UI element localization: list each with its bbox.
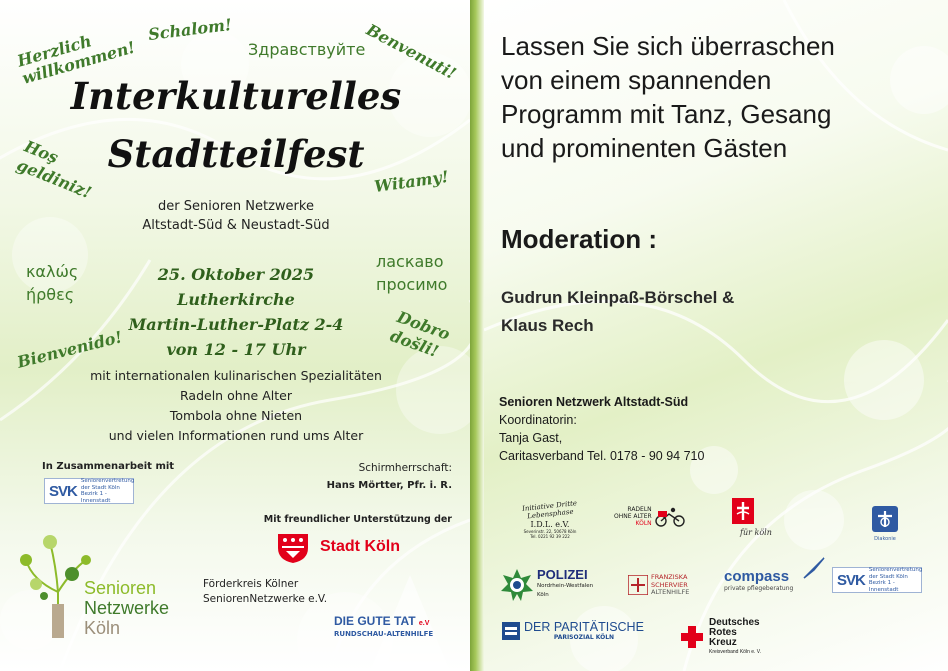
stadt-koeln-text: Stadt Köln	[320, 538, 400, 555]
franziska-line2: SCHERVIER	[651, 580, 688, 589]
intro-line: Programm mit Tanz, Gesang	[501, 99, 832, 129]
patronage-label: Schirmherrschaft:	[358, 462, 452, 474]
fold-spine	[470, 0, 484, 671]
paritaetische-icon	[502, 622, 520, 640]
caritas-sub: für köln	[740, 528, 772, 537]
right-panel	[484, 0, 948, 671]
compass-arrow-icon	[802, 556, 826, 580]
compass-sub: private pflegeberatung	[724, 585, 794, 592]
intro-line: Lassen Sie sich überraschen	[501, 31, 835, 61]
greeting-bienvenido: Bienvenido!	[15, 327, 125, 372]
subtitle-line2: Altstadt-Süd & Neustadt-Süd	[142, 218, 330, 233]
caritas-flame-icon	[732, 498, 754, 524]
radeln-line3: KÖLN	[635, 520, 652, 527]
gute-tat-name: DIE GUTE TAT	[334, 614, 416, 628]
svk-logo-right	[832, 567, 922, 593]
intro-line: und prominenten Gästen	[501, 133, 788, 163]
feature-item: und vielen Informationen rund ums Alter	[108, 428, 364, 443]
greeting-laskavo: ласкаво просимо	[376, 252, 448, 294]
polizei-name: POLIZEI	[537, 567, 588, 582]
drk-line2: Rotes	[709, 627, 737, 638]
netzwerke-line1: Senioren	[84, 578, 157, 598]
contact-org: Senioren Netzwerk Altstadt-Süd	[499, 395, 689, 409]
greeting-dobro: Dobro došli!	[387, 307, 453, 362]
radeln-line1: RADELN	[627, 506, 652, 513]
paritaetische-name: DER PARITÄTISCHE	[524, 620, 644, 634]
svk-text	[81, 478, 134, 504]
polizei-logo	[500, 568, 593, 602]
foerderkreis-line1: Förderkreis Kölner	[203, 578, 299, 590]
svk-line3: Bezirk 1 - Innenstadt	[80, 491, 111, 504]
title-line1: Interkulturelles	[70, 74, 402, 118]
caritas-logo	[732, 498, 772, 537]
event-date: 25. Oktober 2025	[157, 265, 315, 284]
greeting-herzlich: Herzlich willkommen!	[15, 31, 138, 88]
support-label: Mit freundlicher Unterstützung der	[263, 514, 452, 525]
contact-name: Tanja Gast,	[499, 431, 563, 445]
netzwerke-tree-icon	[12, 530, 94, 642]
idl-street: Severinstr. 22, 50678 Köln	[523, 529, 577, 534]
diakonie-logo	[870, 506, 900, 542]
drk-line3: Kreuz	[709, 637, 737, 648]
contact-role: Koordinatorin:	[499, 413, 577, 427]
netzwerke-line2: Netzwerke	[84, 598, 170, 618]
subtitle-line1: der Senioren Netzwerke	[158, 199, 314, 214]
greeting-hos: Hoş geldiniz!	[14, 136, 95, 203]
feature-item: Tombola ohne Nieten	[169, 408, 303, 423]
paritaetische-logo	[502, 620, 644, 641]
title-line2: Stadtteilfest	[107, 132, 365, 176]
intro-line: von einem spannenden	[501, 65, 772, 95]
idl-tel: Tel. 0221 92 39 222	[530, 534, 570, 539]
svk-line1: Seniorenvertretung	[80, 478, 135, 484]
gute-tat-logo	[334, 614, 452, 638]
netzwerke-line3: Köln	[84, 618, 121, 638]
svk-line3: Bezirk 1 - Innenstadt	[868, 580, 899, 593]
svk-line2: der Stadt Köln	[868, 573, 908, 580]
diakonie-icon	[872, 506, 898, 532]
feature-item: mit internationalen kulinarischen Spezialitäten	[90, 368, 382, 383]
greeting-kalos: καλώς ήρθες	[26, 262, 79, 304]
greeting-witamy: Witamy!	[373, 166, 450, 197]
diakonie-name: Diakonie	[874, 536, 896, 542]
schervier-cross-icon	[628, 575, 648, 595]
idl-name: I.D.L. e.V.	[530, 520, 570, 529]
greeting-schalom: Schalom!	[147, 14, 233, 45]
moderators-line2: Klaus Rech	[501, 316, 594, 335]
stadt-koeln-logo	[274, 530, 400, 564]
moderation-label: Moderation :	[501, 224, 657, 254]
foerderkreis-line2: SeniorenNetzwerke e.V.	[203, 593, 328, 605]
greeting-benvenuti: Benvenuti!	[363, 19, 460, 84]
polizei-star-icon	[500, 568, 534, 602]
left-panel	[0, 0, 470, 671]
drk-sub: Kreisverband Köln e. V.	[709, 649, 762, 655]
koeln-crest-icon	[274, 530, 312, 564]
gute-tat-suffix: e.V	[418, 620, 430, 627]
event-place: Lutherkirche	[177, 290, 295, 309]
radeln-line2: OHNE ALTER	[614, 513, 652, 520]
gute-tat-sub: RUNDSCHAU-ALTENHILFE	[334, 630, 434, 638]
greeting-zdravstvuyte: Здравствуйте	[248, 40, 366, 59]
patronage-name: Hans Mörtter, Pfr. i. R.	[326, 480, 452, 491]
idl-arc: Initiative Dritte Lebensphase	[521, 499, 578, 521]
franziska-schervier-logo	[628, 574, 689, 597]
moderators-line1: Gudrun Kleinpaß-Börschel &	[501, 288, 735, 307]
paritaetische-sub: PARISOZIAL KÖLN	[553, 634, 615, 641]
drk-logo	[680, 618, 761, 656]
senioren-netzwerke-logo	[12, 530, 190, 652]
svk-line2: der Stadt Köln	[80, 484, 120, 491]
franziska-line1: FRANZISKA	[651, 573, 688, 581]
drk-line1: Deutsches	[709, 617, 760, 628]
polizei-line2: Nordrhein-Westfalen	[537, 583, 594, 589]
svk-line1: Seniorenvertretung	[868, 567, 923, 573]
contact-details: Caritasverband Tel. 0178 - 90 94 710	[499, 449, 705, 463]
radeln-ohne-alter-logo	[614, 506, 685, 527]
svk-abbr: SVK	[837, 571, 865, 589]
feature-item: Radeln ohne Alter	[180, 388, 292, 403]
svk-abbr: SVK	[49, 482, 77, 500]
idl-logo	[502, 499, 598, 539]
polizei-line3: Köln	[537, 592, 549, 598]
cooperation-label: In Zusammenarbeit mit	[42, 461, 175, 472]
rickshaw-icon	[655, 507, 685, 527]
franziska-line3: ALTENHILFE	[651, 588, 690, 596]
svk-text	[869, 567, 922, 593]
event-time: von 12 - 17 Uhr	[166, 340, 306, 359]
red-cross-icon	[680, 625, 704, 649]
svk-logo	[44, 478, 134, 504]
compass-name: compass	[724, 568, 790, 585]
event-address: Martin-Luther-Platz 2-4	[128, 315, 344, 334]
